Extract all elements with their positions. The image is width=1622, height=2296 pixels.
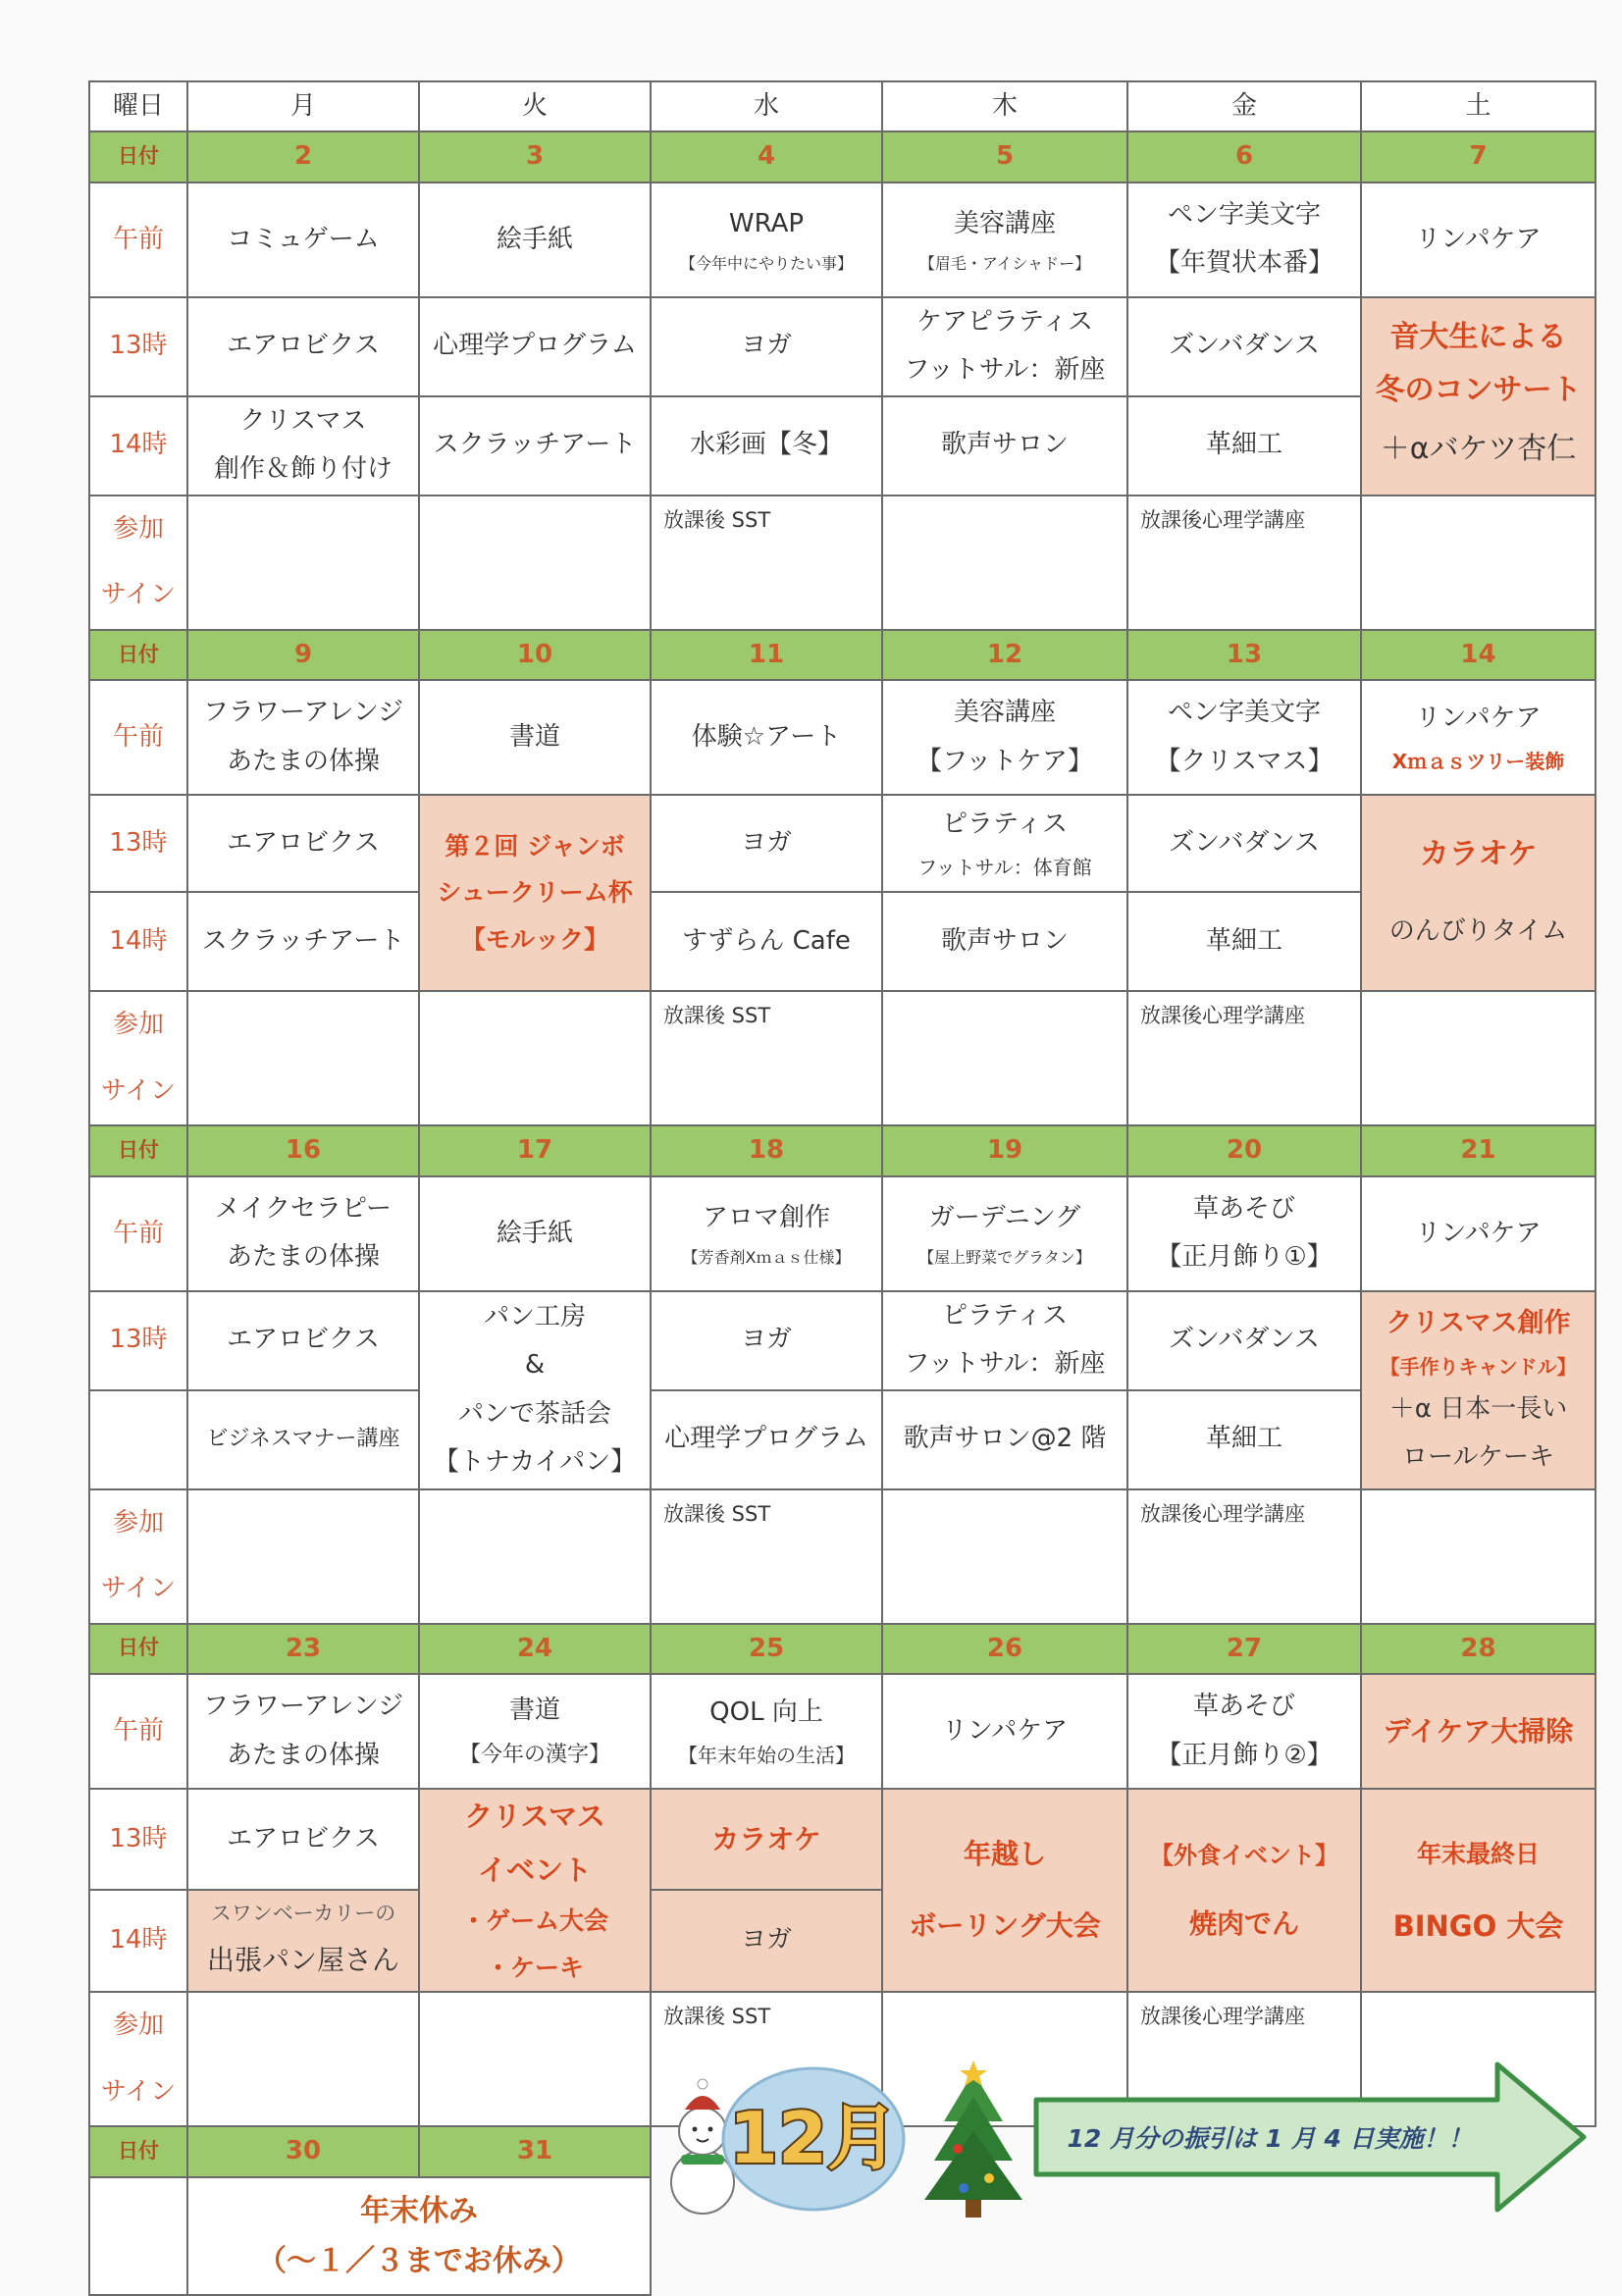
activity-title: フラワーアレンジ: [202, 698, 404, 728]
activity-title: QOL 向上: [709, 1696, 823, 1727]
date-cell: 7: [1361, 131, 1596, 182]
event-cell: [1361, 795, 1596, 991]
holiday-note: （～１／３までお休み）: [257, 2243, 581, 2278]
activity-cell: [1127, 680, 1361, 795]
sign-cell[interactable]: [1361, 991, 1596, 1125]
date-cell: 11: [651, 630, 882, 680]
sign-note: 放課後 SST: [663, 507, 771, 532]
date-cell: 27: [1127, 1624, 1361, 1674]
activity-title: ペン字美文字: [1167, 698, 1321, 728]
activity-cell: [419, 1674, 651, 1789]
sign-note: 放課後心理学講座: [1140, 1501, 1305, 1526]
activity-cell: 心理学プログラム: [419, 297, 651, 396]
event-line: クリスマス創作: [1386, 1307, 1571, 1338]
activity-cell: 体験☆アート: [651, 680, 882, 795]
event-line: デイケア大掃除: [1383, 1714, 1574, 1748]
event-cell: [1361, 1291, 1596, 1489]
week2-date-row: [89, 630, 1596, 680]
sign-note: 放課後心理学講座: [1140, 2005, 1305, 2029]
pm2-label: [89, 1390, 187, 1489]
activity-title: 出張パン屋さん: [206, 1944, 399, 1977]
activity-subtitle: フットサル：新座: [904, 355, 1106, 386]
activity-subtitle: 【今年の漢字】: [458, 1743, 610, 1768]
sign-cell[interactable]: [651, 496, 882, 630]
activity-cell: 歌声サロン@2 階: [882, 1390, 1127, 1489]
event-line: ＋α 日本一長い: [1388, 1393, 1568, 1424]
activity-cell: [1127, 1176, 1361, 1291]
activity-title: メイクセラピー: [215, 1193, 392, 1224]
week4-date-row: [89, 1624, 1596, 1674]
week1-sign-row: [89, 496, 1596, 630]
empty-label-cell: [89, 2177, 187, 2295]
activity-cell: [882, 680, 1127, 795]
activity-subtitle: 【今年中にやりたい事】: [679, 253, 853, 273]
date-label: 日付: [89, 131, 187, 182]
activity-cell: ズンバダンス: [1127, 297, 1361, 396]
date-label: 日付: [89, 2126, 187, 2176]
date-cell: 17: [419, 1125, 651, 1175]
event-line: 年末最終日: [1416, 1840, 1540, 1869]
date-cell: 24: [419, 1624, 651, 1674]
sign-label: [89, 496, 187, 630]
activity-cell: [651, 1176, 882, 1291]
sign-cell[interactable]: [1361, 1489, 1596, 1624]
event-line: ボーリング大会: [909, 1908, 1101, 1942]
sign-note: 放課後心理学講座: [1140, 507, 1305, 532]
sign-note: 放課後 SST: [663, 1501, 771, 1526]
activity-cell: エアロビクス: [187, 297, 419, 396]
date-label: 日付: [89, 1125, 187, 1175]
month-banner: [652, 2053, 1594, 2221]
notice-text: 12 月分の振引は 1 月 4 日実施！！: [1067, 2124, 1473, 2153]
activity-cell: ヨガ: [651, 297, 882, 396]
activity-title: WRAP: [728, 209, 805, 239]
activity-subtitle: スワンベーカリーの: [210, 1902, 396, 1926]
weekday-mon: 月: [187, 81, 419, 131]
week1-pm1-row: [89, 297, 1596, 396]
activity-cell: [1361, 680, 1596, 795]
holiday-title: 年末休み: [360, 2193, 478, 2228]
sign-note: 放課後心理学講座: [1140, 1004, 1305, 1028]
activity-subtitle: 【年賀状本番】: [1154, 248, 1334, 279]
activity-subtitle: 【年末年始の生活】: [678, 1744, 855, 1768]
sign-cell[interactable]: [419, 1489, 651, 1624]
activity-subtitle: フットサル：体育館: [917, 856, 1092, 880]
activity-cell: [882, 795, 1127, 892]
activity-subtitle: 【正月飾り②】: [1156, 1740, 1333, 1770]
activity-title: 草あそび: [1192, 1692, 1295, 1722]
week3-am-row: [89, 1176, 1596, 1291]
date-cell: 3: [419, 131, 651, 182]
sign-label-top: 参加: [112, 513, 164, 544]
activity-subtitle: 【フットケア】: [916, 746, 1093, 776]
event-line: 第２回 ジャンボ: [445, 831, 625, 861]
event-line: ・ゲーム大会: [460, 1906, 608, 1936]
activity-subtitle: 【芳香剤Xｍａｓ仕様】: [682, 1247, 851, 1267]
sign-note: 放課後 SST: [663, 2005, 771, 2029]
event-line: カラオケ: [1419, 837, 1538, 872]
sign-label-bottom: サイン: [100, 1075, 177, 1106]
sign-label-bottom: サイン: [100, 1574, 177, 1604]
activity-cell: 絵手紙: [419, 183, 651, 297]
event-cell: [419, 1789, 651, 1992]
date-cell: 9: [187, 630, 419, 680]
pm1-label: 13時: [89, 795, 187, 892]
activity-title: リンパケア: [1415, 703, 1542, 733]
sign-cell[interactable]: [419, 496, 651, 630]
activity-cell: コミュゲーム: [187, 183, 419, 297]
weekday-thu: 木: [882, 81, 1127, 131]
event-line: イベント: [477, 1853, 592, 1888]
date-cell: 2: [187, 131, 419, 182]
sign-cell[interactable]: [882, 1489, 1127, 1624]
sign-cell[interactable]: [187, 991, 419, 1125]
event-cell: [1361, 297, 1596, 496]
event-line: 【モルック】: [460, 924, 608, 954]
pm2-label: 14時: [89, 1890, 187, 1993]
holiday-cell: [187, 2177, 651, 2295]
sign-cell[interactable]: [651, 1489, 882, 1624]
activity-cell: ズンバダンス: [1127, 795, 1361, 892]
date-cell: 23: [187, 1624, 419, 1674]
activity-cell: 革細工: [1127, 1390, 1361, 1489]
date-cell: 31: [419, 2126, 651, 2176]
week3-pm1-row: [89, 1291, 1596, 1390]
event-line: 【外食イベント】: [1150, 1841, 1338, 1869]
activity-cell: 絵手紙: [419, 1176, 651, 1291]
week2-am-row: [89, 680, 1596, 795]
sign-label: [89, 1489, 187, 1624]
sign-cell[interactable]: [187, 496, 419, 630]
activity-cell: リンパケア: [1361, 1176, 1596, 1291]
sign-cell[interactable]: [1361, 496, 1596, 630]
pm2-label: 14時: [89, 892, 187, 991]
activity-cell: [187, 1674, 419, 1789]
pm1-label: 13時: [89, 1789, 187, 1890]
weekday-tue: 火: [419, 81, 651, 131]
activity-cell: ヨガ: [651, 1890, 882, 1993]
am-label: 午前: [89, 1674, 187, 1789]
activity-cell: 歌声サロン: [882, 892, 1127, 991]
sign-cell[interactable]: [882, 991, 1127, 1125]
date-cell: 13: [1127, 630, 1361, 680]
pm1-label: 13時: [89, 297, 187, 396]
event-line: 年越し: [963, 1837, 1046, 1870]
sign-cell[interactable]: [882, 496, 1127, 630]
activity-title: ケアピラティス: [916, 306, 1093, 337]
activity-cell: 書道: [419, 680, 651, 795]
activity-cell: [882, 1176, 1127, 1291]
sign-cell[interactable]: [419, 991, 651, 1125]
sign-label-bottom: サイン: [100, 580, 177, 610]
am-label: 午前: [89, 1176, 187, 1291]
activity-subtitle: 【正月飾り①】: [1156, 1242, 1333, 1273]
activity-cell: すずらん Cafe: [651, 892, 882, 991]
date-cell: 19: [882, 1125, 1127, 1175]
sign-cell[interactable]: [651, 991, 882, 1125]
event-cell: [651, 1789, 882, 1890]
date-cell: 25: [651, 1624, 882, 1674]
activity-cell: エアロビクス: [187, 795, 419, 892]
activity-cell: [1127, 1674, 1361, 1789]
week3-date-row: [89, 1125, 1596, 1175]
activity-subtitle: 【眉毛・アイシャドー】: [918, 253, 1091, 273]
activity-cell: 心理学プログラム: [651, 1390, 882, 1489]
event-line: 音大生による: [1389, 319, 1567, 354]
event-line: のんびりタイム: [1388, 916, 1568, 947]
event-line: 【トナカイパン】: [433, 1447, 637, 1477]
week1-am-row: [89, 183, 1596, 297]
pm2-label: 14時: [89, 396, 187, 496]
date-label: 日付: [89, 1624, 187, 1674]
activity-cell: ヨガ: [651, 795, 882, 892]
date-cell: 21: [1361, 1125, 1596, 1175]
activity-title: ガーデニング: [928, 1203, 1081, 1233]
event-line: ・ケーキ: [485, 1953, 584, 1982]
date-cell: 4: [651, 131, 882, 182]
activity-title: 草あそび: [1192, 1193, 1295, 1224]
activity-cell: 歌声サロン: [882, 396, 1127, 496]
activity-title: 書道: [508, 1695, 560, 1725]
sign-note: 放課後 SST: [663, 1004, 771, 1028]
sign-cell[interactable]: [1127, 1489, 1361, 1624]
weekday-header-row: [89, 81, 1596, 131]
activity-cell: [187, 1890, 419, 1993]
activity-cell: [187, 1176, 419, 1291]
activity-subtitle: Xｍａｓツリー装飾: [1391, 750, 1565, 774]
date-cell: 12: [882, 630, 1127, 680]
date-cell: 28: [1361, 1624, 1596, 1674]
event-line: 焼肉でん: [1188, 1907, 1299, 1941]
activity-subtitle: あたまの体操: [226, 746, 380, 776]
week3-sign-row: [89, 1489, 1596, 1624]
event-cell: [1127, 1789, 1361, 1992]
activity-title: ピラティス: [942, 1300, 1068, 1331]
event-line: BINGO 大会: [1392, 1908, 1564, 1943]
event-line: ロールケーキ: [1402, 1442, 1554, 1473]
activity-cell: [651, 1674, 882, 1789]
sign-label-bottom: サイン: [100, 2076, 177, 2107]
date-cell: 20: [1127, 1125, 1361, 1175]
weekday-wed: 水: [651, 81, 882, 131]
activity-cell: スクラッチアート: [187, 892, 419, 991]
activity-cell: スクラッチアート: [419, 396, 651, 496]
date-cell: 18: [651, 1125, 882, 1175]
date-cell: 6: [1127, 131, 1361, 182]
date-cell: 26: [882, 1624, 1127, 1674]
activity-subtitle: あたまの体操: [226, 1740, 380, 1770]
activity-cell: [882, 1291, 1127, 1390]
sign-label-top: 参加: [112, 1010, 164, 1040]
activity-cell: [187, 680, 419, 795]
event-cell: [882, 1789, 1127, 1992]
event-line: クリスマス: [464, 1800, 605, 1834]
event-line: シュークリーム杯: [437, 878, 633, 908]
activity-subtitle: フットサル：新座: [904, 1349, 1106, 1380]
month-label: 12月: [728, 2097, 899, 2179]
am-label: 午前: [89, 183, 187, 297]
week1-date-row: [89, 131, 1596, 182]
sign-label: [89, 1992, 187, 2126]
date-cell: 16: [187, 1125, 419, 1175]
activity-cell: 革細工: [1127, 892, 1361, 991]
activity-cell: ズンバダンス: [1127, 1291, 1361, 1390]
activity-subtitle: あたまの体操: [226, 1242, 380, 1273]
sign-cell[interactable]: [1127, 991, 1361, 1125]
event-line: パンで茶話会: [457, 1398, 611, 1429]
sign-label: [89, 991, 187, 1125]
sign-label-top: 参加: [112, 1507, 164, 1538]
date-label: 日付: [89, 630, 187, 680]
activity-cell: リンパケア: [882, 1674, 1127, 1789]
activity-cell: エアロビクス: [187, 1291, 419, 1390]
sign-cell[interactable]: [187, 1489, 419, 1624]
date-cell: 30: [187, 2126, 419, 2176]
month-badge: [723, 2068, 904, 2210]
activity-cell: [651, 183, 882, 297]
sign-cell[interactable]: [1127, 496, 1361, 630]
activity-title: ペン字美文字: [1167, 199, 1321, 230]
activity-cell: [187, 396, 419, 496]
sign-cell[interactable]: [187, 1992, 419, 2126]
activity-subtitle: 【屋上野菜でグラタン】: [918, 1247, 1091, 1267]
activity-title: クリスマス: [239, 405, 367, 436]
activity-title: アロマ創作: [702, 1203, 830, 1233]
event-cell: [419, 795, 651, 991]
pm1-label: 13時: [89, 1291, 187, 1390]
activity-subtitle: 【クリスマス】: [1155, 746, 1334, 776]
event-line: パン工房: [483, 1301, 586, 1331]
activity-cell: [882, 183, 1127, 297]
week4-pm1-row: [89, 1789, 1596, 1890]
sign-label-top: 参加: [112, 2010, 164, 2041]
date-cell: 14: [1361, 630, 1596, 680]
event-line: カラオケ: [711, 1822, 821, 1855]
activity-subtitle: 創作＆飾り付け: [213, 454, 392, 485]
activity-cell: ビジネスマナー講座: [187, 1390, 419, 1489]
weekday-fri: 金: [1127, 81, 1361, 131]
activity-cell: エアロビクス: [187, 1789, 419, 1890]
date-cell: 10: [419, 630, 651, 680]
activity-title: ピラティス: [942, 809, 1068, 839]
activity-cell: [882, 297, 1127, 396]
notice-arrow: [1036, 2064, 1584, 2210]
event-cell: [1361, 1674, 1596, 1789]
event-line: ＋αバケツ杏仁: [1380, 431, 1577, 466]
event-line: 冬のコンサート: [1375, 372, 1582, 407]
sign-cell[interactable]: [419, 1992, 651, 2126]
week2-pm1-row: [89, 795, 1596, 892]
week4-am-row: [89, 1674, 1596, 1789]
event-cell: [1361, 1789, 1596, 1992]
christmas-tree-icon: [924, 2061, 1022, 2218]
date-cell: 5: [882, 131, 1127, 182]
activity-title: 美容講座: [953, 698, 1056, 728]
event-line: &: [524, 1350, 546, 1381]
activity-cell: [1127, 183, 1361, 297]
event-cell: [419, 1291, 651, 1489]
activity-title: フラワーアレンジ: [202, 1692, 404, 1722]
activity-cell: 水彩画【冬】: [651, 396, 882, 496]
weekday-sat: 土: [1361, 81, 1596, 131]
activity-cell: リンパケア: [1361, 183, 1596, 297]
weekday-label: 曜日: [89, 81, 187, 131]
activity-cell: 革細工: [1127, 396, 1361, 496]
week2-sign-row: [89, 991, 1596, 1125]
event-line: 【手作りキャンドル】: [1380, 1354, 1577, 1379]
activity-cell: ヨガ: [651, 1291, 882, 1390]
activity-title: 美容講座: [953, 209, 1056, 239]
schedule-table: [88, 80, 1596, 2296]
am-label: 午前: [89, 680, 187, 795]
